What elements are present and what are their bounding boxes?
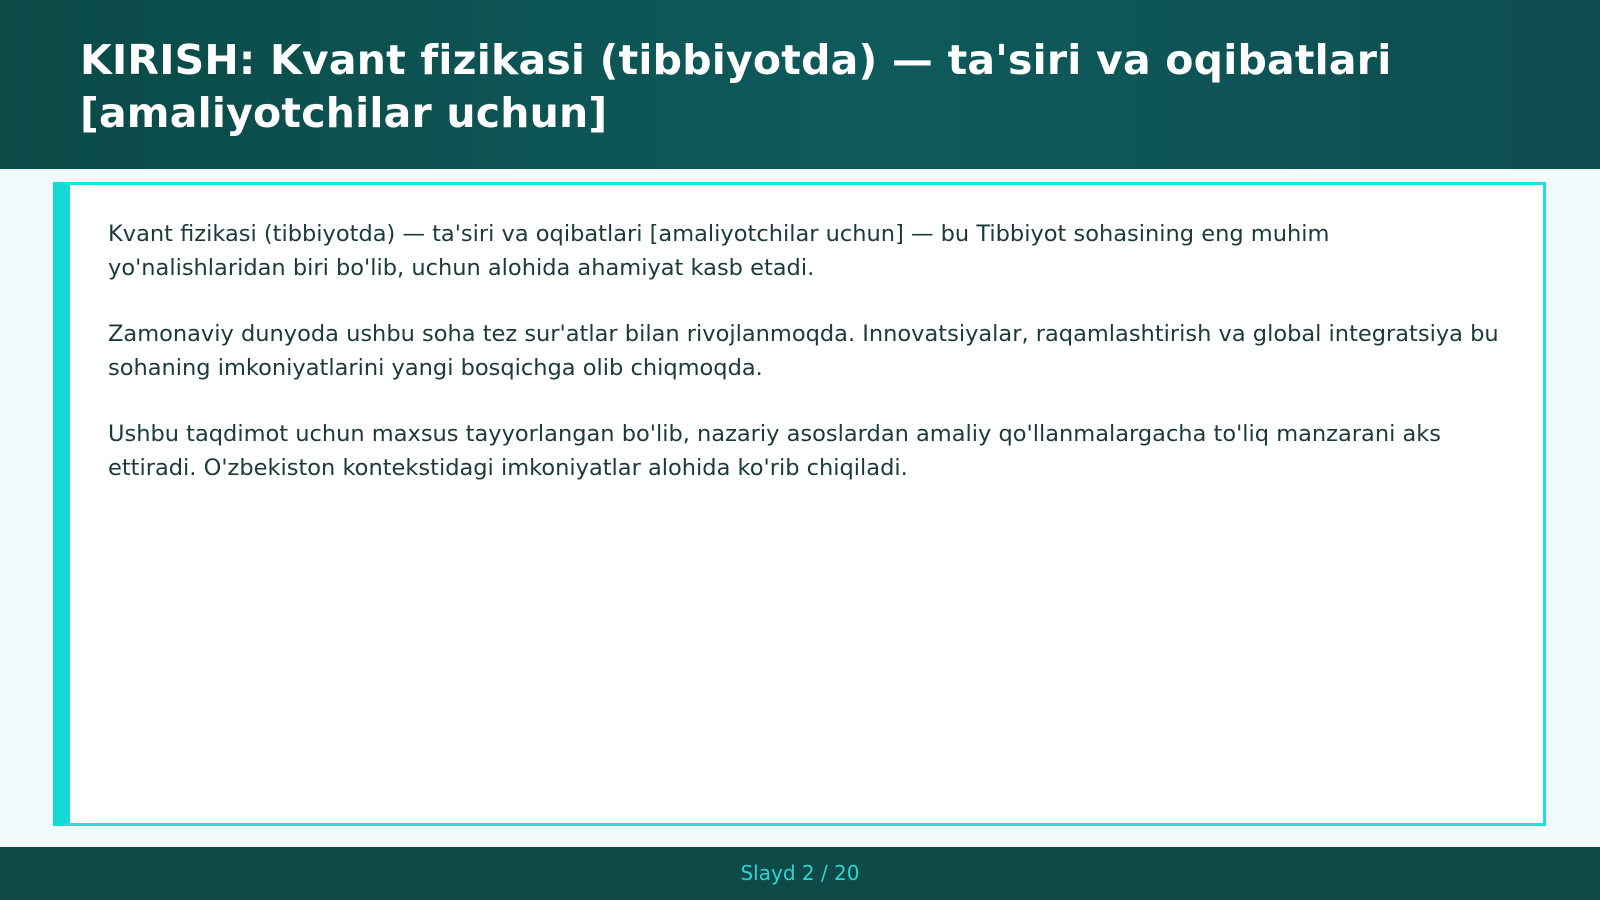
content-paragraph-3: Ushbu taqdimot uchun maxsus tayyorlangan bo'lib, nazariy asoslardan amaliy qo'llanmalargacha to'liq manzarani aks ettiradi. O'zbekiston kontekstidagi imkoniyatlar alohida ko'rib chiqiladi. bbox=[108, 421, 1442, 481]
content-paragraph-1: Kvant fizikasi (tibbiyotda) — ta'siri va oqibatlari [amaliyotchilar uchun] — bu Tibbiyot sohasining eng muhim yo'nalishlaridan biri bo'lib, uchun alohida ahamiyat kasb etadi. bbox=[108, 221, 1330, 281]
content-body bbox=[108, 217, 1508, 517]
slide-title: KIRISH: Kvant fizikasi (tibbiyotda) — ta'siri va oqibatlari [amaliyotchilar uchun] bbox=[80, 36, 1392, 137]
slide-counter: Slayd 2 / 20 bbox=[740, 861, 860, 885]
slide-footer bbox=[0, 847, 1600, 900]
content-paragraph-2: Zamonaviy dunyoda ushbu soha tez sur'atlar bilan rivojlanmoqda. Innovatsiyalar, raqamlashtirish va global integratsiya bu sohaning imkoniyatlarini yangi bosqichga olib chiqmoqda. bbox=[108, 321, 1499, 381]
slide-header bbox=[0, 0, 1600, 169]
content-card bbox=[53, 182, 1546, 826]
